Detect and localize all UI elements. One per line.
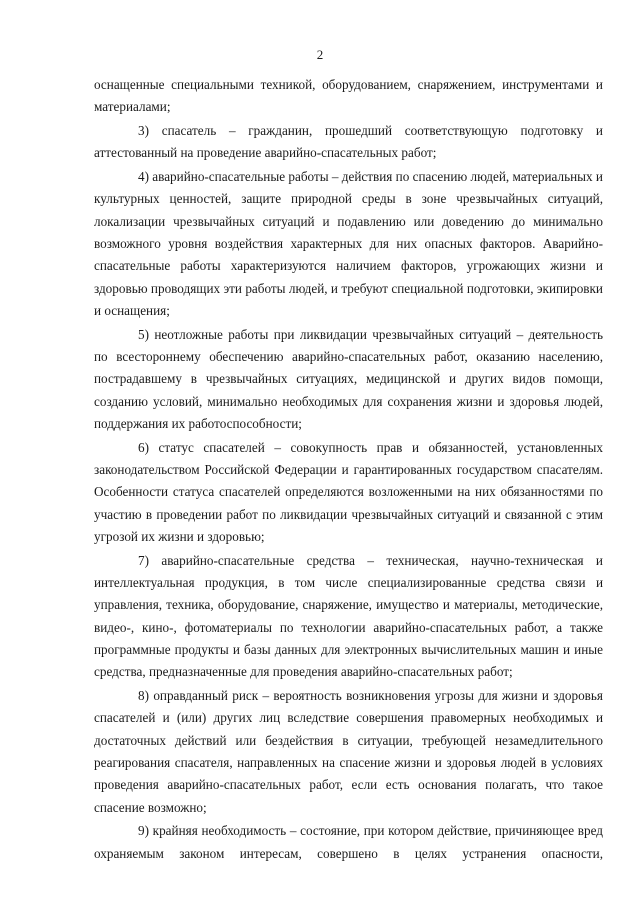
document-body xyxy=(94,74,603,866)
paragraph-item-6: 6) статус спасателей – совокупность прав и обязанностей, установленных законодательством Российской Федерации и гарантированных государством спасателям. Особенности статуса спасателей определяются возложенными на них обязанностями по участию в проведении работ по ликвидации чрезвычайных ситуаций и связанной с этим угрозой их жизни и здоровью; xyxy=(94,439,603,544)
paragraph-item-9: 9) крайняя необходимость – состояние, при котором действие, причиняющее вред охраняемым законом интересам, совершено в целях устранения опасности, xyxy=(94,823,603,861)
paragraph-item-7: 7) аварийно-спасательные средства – техническая, научно-техническая и интеллектуальная продукция, в том числе специализированные средства связи и управления, техника, оборудование, снаряжение, имущество и материалы, методические, видео-, кино-, фотоматериалы по технологии аварийно-спасательных работ, а также программные продукты и базы данных для электронных вычислительных машин и иные средства, предназначенные для проведения аварийно-спасательных работ; xyxy=(94,552,603,680)
paragraph-continuation: оснащенные специальными техникой, оборудованием, снаряжением, инструментами и материалами; xyxy=(94,77,603,115)
paragraph-item-3: 3) спасатель – гражданин, прошедший соответствующую подготовку и аттестованный на проведение аварийно-спасательных работ; xyxy=(94,123,603,161)
page-number: 2 xyxy=(316,47,324,62)
paragraph-item-4: 4) аварийно-спасательные работы – действия по спасению людей, материальных и культурных ценностей, защите природной среды в зоне чрезвычайных ситуаций, локализации чрезвычайных ситуаций и подавлению или доведению до минимально возможного уровня воздействия характерных для них опасных факторов. Аварийно-спасательные работы характеризуются наличием факторов, угрожающих жизни и здоровью проводящих эти работы людей, и требуют специальной подготовки, экипировки и оснащения; xyxy=(94,169,603,318)
paragraph-item-8: 8) оправданный риск – вероятность возникновения угрозы для жизни и здоровья спасателей и (или) других лиц вследствие совершения правомерных необходимых и достаточных действий или бездействия в ситуации, требующей незамедлительного реагирования спасателя, направленных на спасение жизни и здоровья людей в условиях проведения аварийно-спасательных работ, если есть основания полагать, что такое спасение возможно; xyxy=(94,688,603,815)
paragraph-item-5: 5) неотложные работы при ликвидации чрезвычайных ситуаций – деятельность по всестороннему обеспечению аварийно-спасательных работ, оказанию населению, пострадавшему в чрезвычайных ситуациях, медицинской и других видов помощи, созданию условий, минимально необходимых для сохранения жизни и здоровья людей, поддержания их работоспособности; xyxy=(94,326,603,431)
